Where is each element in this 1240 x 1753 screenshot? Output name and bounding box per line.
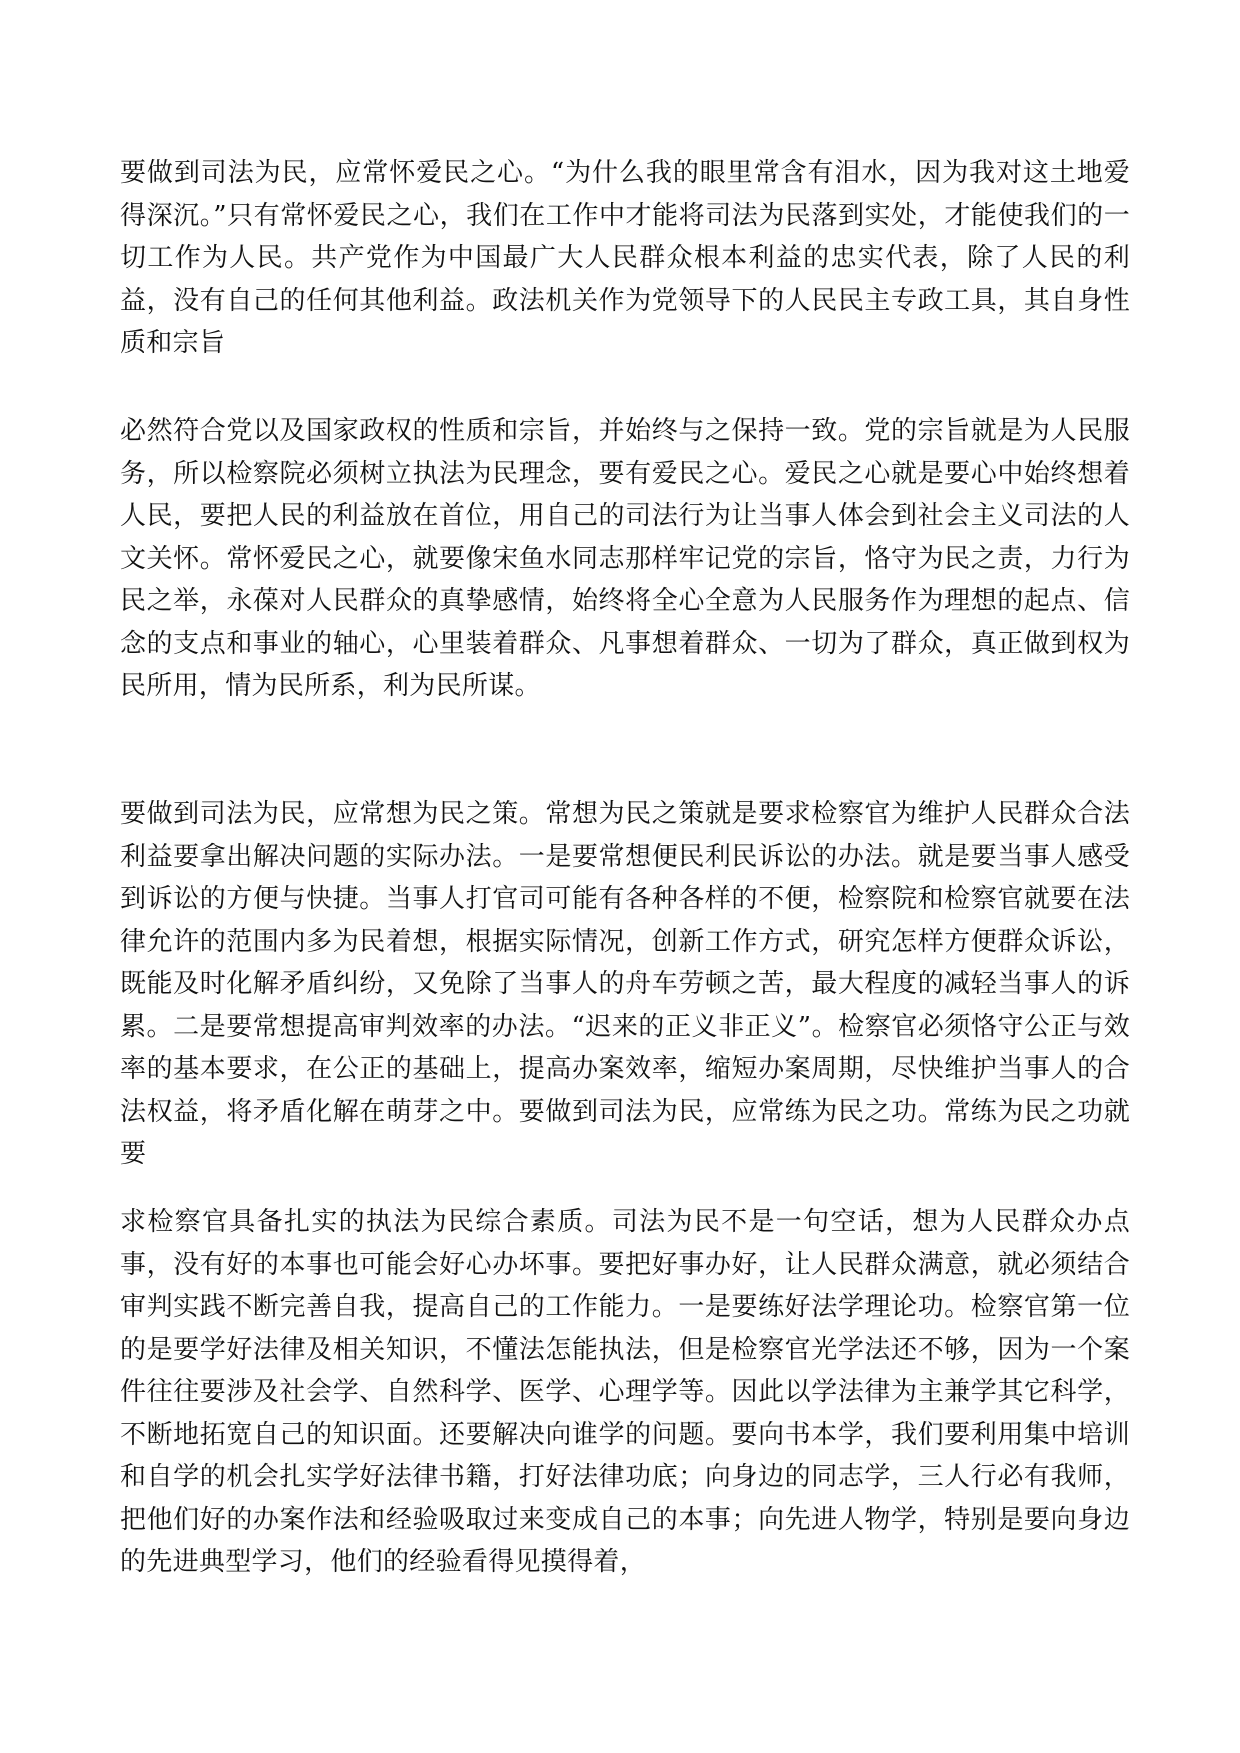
paragraph-4: 求检察官具备扎实的执法为民综合素质。司法为民不是一句空话，想为人民群众办点事，没有好的本事也可能会好心办坏事。要把好事办好，让人民群众满意，就必须结合审判实践不断完善自我，提高自己的工作能力。一是要练好法学理论功。检察官第一位的是要学好法律及相关知识，不懂法怎能执法，但是检察官光学法还不够，因为一个案件往往要涉及社会学、自然科学、医学、心理学等。因此以学法律为主兼学其它科学，不断地拓宽自己的知识面。还要解决向谁学的问题。要向书本学，我们要利用集中培训和自学的机会扎实学好法律书籍，打好法律功底；向身边的同志学，三人行必有我师，把他们好的办案作法和经验吸取过来变成自己的本事；向先进人物学，特别是要向身边的先进典型学习，他们的经验看得见摸得着， — [120, 1207, 1130, 1577]
paragraph-2: 必然符合党以及国家政权的性质和宗旨，并始终与之保持一致。党的宗旨就是为人民服务，所以检察院必须树立执法为民理念，要有爱民之心。爱民之心就是要心中始终想着人民，要把人民的利益放在首位，用自己的司法行为让当事人体会到社会主义司法的人文关怀。常怀爱民之心，就要像宋鱼水同志那样牢记党的宗旨，恪守为民之责，力行为民之举，永葆对人民群众的真挚感情，始终将全心全意为人民服务作为理想的起点、信念的支点和事业的轴心，心里装着群众、凡事想着群众、一切为了群众，真正做到权为民所用，情为民所系，利为民所谋。 — [120, 416, 1130, 701]
paragraph-1: 要做到司法为民，应常怀爱民之心。“为什么我的眼里常含有泪水，因为我对这土地爱得深沉。”只有常怀爱民之心，我们在工作中才能将司法为民落到实处，才能使我们的一切工作为人民。共产党作为中国最广大人民群众根本利益的忠实代表，除了人民的利益，没有自己的任何其他利益。政法机关作为党领导下的人民民主专政工具，其自身性质和宗旨 — [120, 158, 1130, 358]
paragraph-3: 要做到司法为民，应常想为民之策。常想为民之策就是要求检察官为维护人民群众合法利益要拿出解决问题的实际办法。一是要常想便民利民诉讼的办法。就是要当事人感受到诉讼的方便与快捷。当事人打官司可能有各种各样的不便，检察院和检察官就要在法律允许的范围内多为民着想，根据实际情况，创新工作方式，研究怎样方便群众诉讼，既能及时化解矛盾纠纷，又免除了当事人的舟车劳顿之苦，最大程度的减轻当事人的诉累。二是要常想提高审判效率的办法。“迟来的正义非正义”。检察官必须恪守公正与效率的基本要求，在公正的基础上，提高办案效率，缩短办案周期，尽快维护当事人的合法权益，将矛盾化解在萌芽之中。要做到司法为民，应常练为民之功。常练为民之功就要 — [120, 799, 1130, 1169]
